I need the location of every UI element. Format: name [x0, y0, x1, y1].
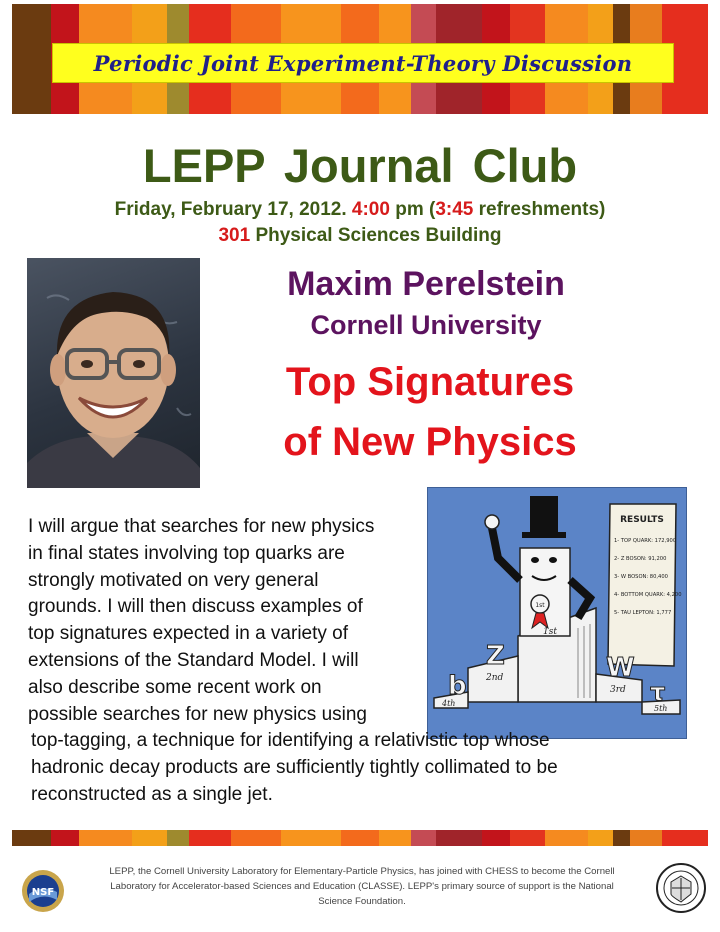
nsf-logo-text: NSF [31, 887, 55, 898]
abstract-line: top-tagging, a technique for identifying a relativistic top whose [31, 730, 550, 752]
stripe-segment [12, 830, 51, 846]
results-line: 1- TOP QUARK: 172,900 [614, 538, 677, 544]
speaker-name: Maxim Perelstein [287, 265, 565, 303]
footer-note: LEPP, the Cornell University Laboratory for Elementary-Particle Physics, has joined with CHESS to become the Cornell Laboratory for Accelerator-based Sciences and Education (CLASSE). LEPP's primary source of support is the National Science Foundation. [109, 866, 615, 907]
place-5th: 5th [654, 704, 668, 713]
stripe-segment [588, 830, 613, 846]
stripe-segment [281, 830, 341, 846]
stripe-segment [231, 830, 280, 846]
event-dateline [0, 198, 720, 222]
event-location [0, 224, 720, 248]
stripe-segment [51, 830, 79, 846]
results-line: 3- W BOSON: 80,400 [614, 574, 668, 580]
stripe-segment [167, 830, 188, 846]
abstract-line: reconstructed as a single jet. [31, 783, 273, 805]
abstract-line: grounds. I will then discuss examples of [28, 596, 363, 618]
letter-w: W [606, 653, 635, 683]
letter-b: b [448, 671, 467, 701]
abstract-line: in final states involving top quarks are [28, 542, 345, 564]
event-time: 4:00 [351, 199, 390, 220]
speaker-portrait [27, 258, 200, 488]
event-date: Friday, February 17, 2012. [114, 199, 352, 220]
stripe-segment [411, 830, 436, 846]
results-line: 4- BOTTOM QUARK: 4,200 [614, 592, 682, 598]
place-1st: 1st [543, 627, 557, 637]
event-title: LEPP Journal Club [142, 139, 578, 192]
stripe-segment [545, 830, 587, 846]
abstract-line: possible searches for new physics using [28, 703, 368, 725]
stripe-segment [662, 830, 708, 846]
talk-title-line-1: Top Signatures [285, 360, 575, 404]
event-time-mid: pm ( [389, 199, 436, 220]
medal-label: 1st [535, 602, 545, 609]
speaker-affiliation: Cornell University [310, 310, 542, 340]
building-name: Physical Sciences Building [250, 225, 502, 246]
place-3rd: 3rd [610, 685, 626, 695]
stripe-segment [436, 830, 482, 846]
abstract-line: strongly motivated on very general [28, 569, 319, 591]
stripe-segment [379, 830, 411, 846]
stripe-segment [510, 830, 545, 846]
talk-title-line-2: of New Physics [283, 420, 577, 464]
abstract-line: top signatures expected in a variety of [28, 623, 349, 645]
series-banner [52, 43, 674, 83]
abstract-line: I will argue that searches for new physics [28, 516, 375, 537]
stripe-segment [482, 830, 510, 846]
place-2nd: 2nd [486, 673, 504, 683]
letter-tau: τ [650, 678, 666, 706]
series-banner-text: Periodic Joint Experiment-Theory Discussion [93, 50, 633, 76]
results-line: 2- Z BOSON: 91,200 [614, 556, 667, 562]
stripe-segment [630, 830, 662, 846]
stripe-segment [341, 830, 380, 846]
cornell-seal-logo [655, 862, 707, 914]
abstract-line: hadronic decay products are sufficiently tightly collimated to be [31, 757, 558, 779]
bottom-stripe-band [12, 830, 708, 846]
stripe-segment [132, 830, 167, 846]
results-title: RESULTS [620, 515, 664, 525]
room-number: 301 [218, 225, 251, 246]
refreshment-label: refreshments) [473, 199, 606, 220]
stripe-segment [613, 830, 631, 846]
nsf-logo [20, 868, 66, 914]
place-4th: 4th [442, 699, 456, 708]
results-line: 5- TAU LEPTON: 1,777 [614, 610, 672, 616]
letter-z: Z [486, 641, 505, 671]
stripe-segment [79, 830, 132, 846]
abstract-text [28, 514, 643, 809]
speaker-photo [27, 258, 200, 488]
stripe-segment [12, 4, 51, 114]
abstract-line: also describe some recent work on [28, 676, 322, 698]
abstract-line: extensions of the Standard Model. I will [28, 649, 359, 671]
stripe-segment [189, 830, 231, 846]
refreshment-time: 3:45 [435, 199, 474, 220]
